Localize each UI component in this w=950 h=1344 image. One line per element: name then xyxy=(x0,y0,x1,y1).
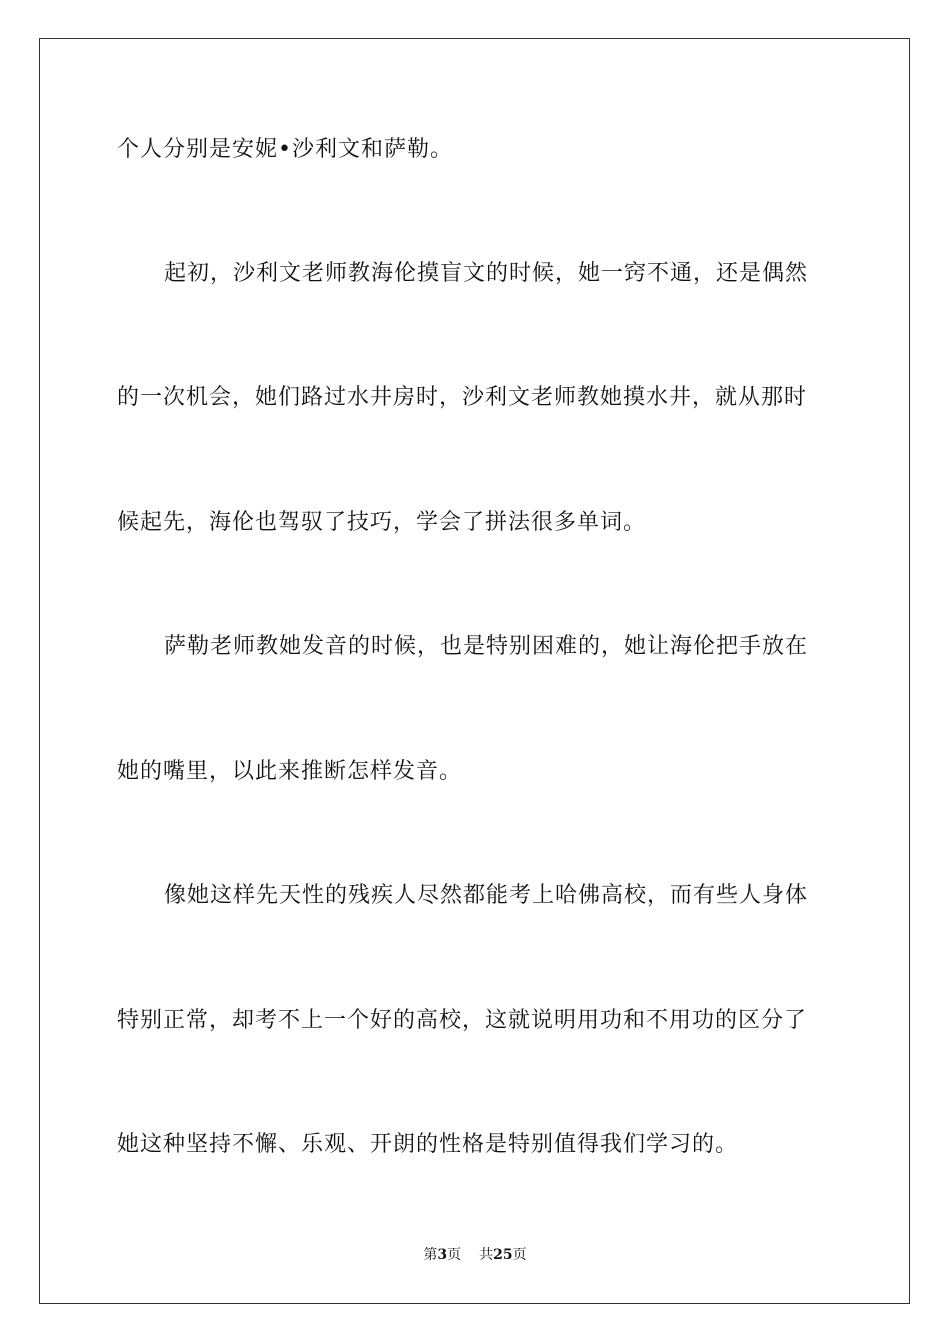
text-line-5: 萨勒老师教她发音的时候，也是特别困难的，她让海伦把手放在 xyxy=(164,634,809,659)
text-line-9: 她这种坚持不懈、乐观、开朗的性格是特别值得我们学习的。 xyxy=(117,1132,739,1157)
text-line-2: 起初，沙利文老师教海伦摸盲文的时候，她一窍不通，还是偶然 xyxy=(164,261,809,286)
page-suffix: 页 xyxy=(447,1247,462,1263)
text-line-6: 她的嘴里，以此来推断怎样发音。 xyxy=(117,759,463,784)
text-line-1: 个人分别是安妮•沙利文和萨勒。 xyxy=(117,137,453,162)
page-number: 3 xyxy=(437,1247,448,1263)
page-prefix: 第 xyxy=(423,1247,438,1263)
text-line-7: 像她这样先天性的残疾人尽然都能考上哈佛高校，而有些人身体 xyxy=(164,883,809,908)
page-border xyxy=(39,38,910,1304)
total-prefix: 共 xyxy=(479,1247,494,1263)
total-suffix: 页 xyxy=(512,1247,527,1263)
text-line-8: 特别正常，却考不上一个好的高校，这就说明用功和不用功的区分了 xyxy=(117,1008,808,1033)
text-line-3: 的一次机会，她们路过水井房时，沙利文老师教她摸水井，就从那时 xyxy=(117,385,808,410)
text-line-4: 候起先，海伦也驾驭了技巧，学会了拼法很多单词。 xyxy=(117,510,647,535)
page-footer xyxy=(0,1245,950,1265)
total-pages: 25 xyxy=(493,1247,513,1263)
